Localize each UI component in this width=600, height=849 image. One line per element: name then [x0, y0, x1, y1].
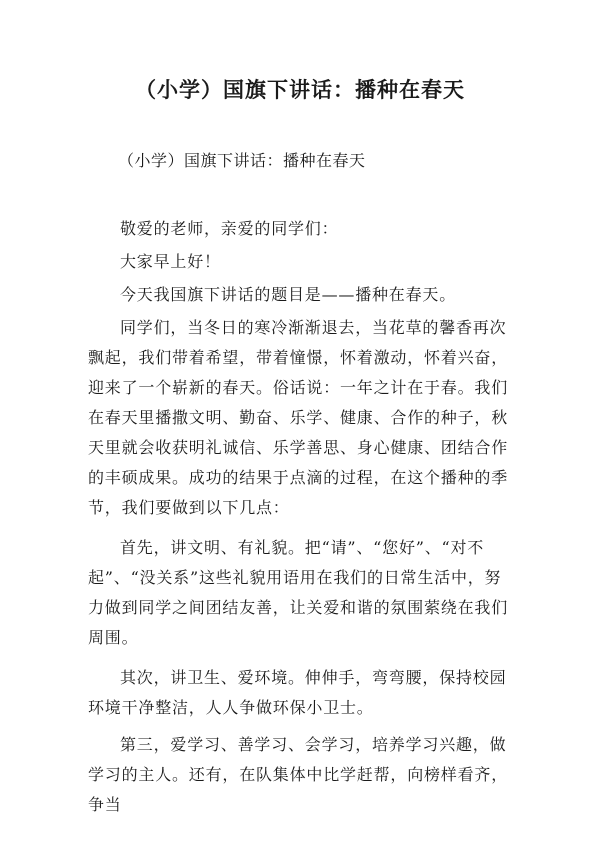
paragraph-intro: 同学们，当冬日的寒冷渐渐退去，当花草的馨香再次飘起，我们带着希望，带着憧憬，怀着激动，怀着兴奋，迎来了一个崭新的春天。俗话说：一年之计在于春。我们在春天里播撒文明、勤奋、乐学、健康、合作的种子，秋天里就会收获明礼诚信、乐学善思、身心健康、团结合作的丰硕成果。成功的结果于点滴的过程，在这个播种的季节，我们要做到以下几点： — [88, 318, 509, 517]
paragraph-point-3: 第三，爱学习、善学习、会学习，培养学习兴趣，做学习的主人。还有，在队集体中比学赶帮，向榜样看齐，争当 — [88, 735, 509, 814]
document-title: （小学）国旗下讲话：播种在春天 — [135, 78, 465, 102]
paragraph-topic: 今天我国旗下讲话的题目是——播种在春天。 — [120, 285, 457, 304]
paragraph-salutation: 敬爱的老师，亲爱的同学们： — [120, 219, 339, 238]
document-body — [88, 214, 512, 820]
paragraph-greeting: 大家早上好！ — [120, 252, 221, 271]
paragraph-point-2: 其次，讲卫生、爱环境。伸伸手，弯弯腰，保持校园环境干净整洁，人人争做环保小卫士。 — [88, 668, 507, 717]
document-subtitle: （小学）国旗下讲话：播种在春天 — [118, 151, 366, 170]
paragraph-point-1: 首先，讲文明、有礼貌。把“请”、“您好”、“对不起”、“没关系”这些礼貌用语用在我们的日常生活中，努力做到同学之间团结友善，让关爱和谐的氛围萦绕在我们周围。 — [88, 538, 509, 647]
